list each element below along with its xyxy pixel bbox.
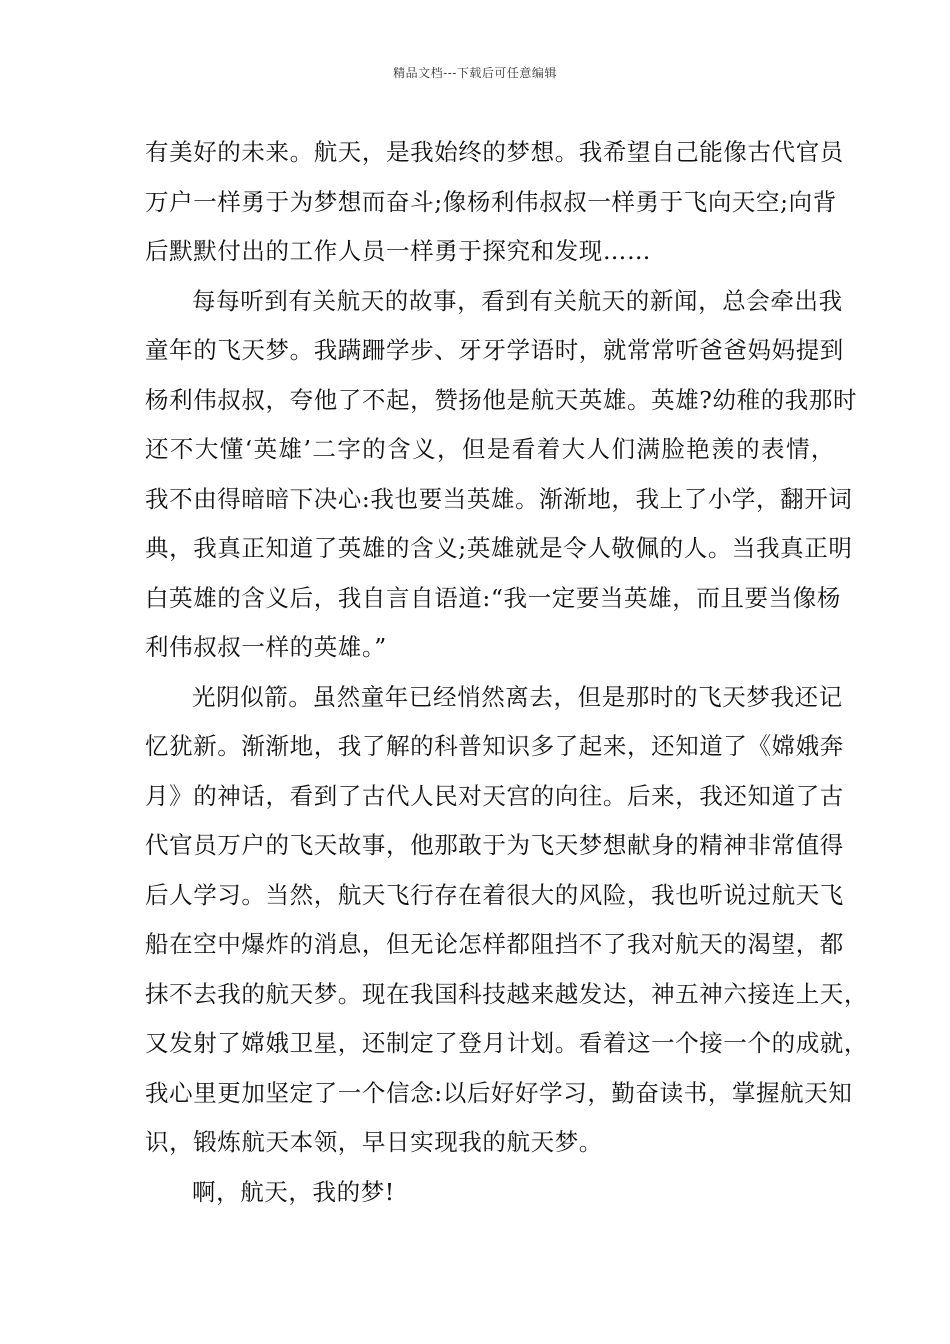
text-line: 光阴似箭。虽然童年已经悄然离去，但是那时的飞天梦我还记 [192, 682, 843, 711]
text-line: 我心里更加坚定了一个信念:以后好好学习，勤奋读书，掌握航天知 [145, 1078, 853, 1107]
text-line: 忆犹新。渐渐地，我了解的科普知识多了起来，还知道了《嫦娥奔 [145, 732, 844, 760]
text-line: 童年的飞天梦。我蹒跚学步、牙牙学语时，就常常听爸爸妈妈提到 [145, 336, 844, 364]
text-line: 典，我真正知道了英雄的含义;英雄就是令人敬佩的人。当我真正明 [145, 534, 853, 562]
text-line: 利伟叔叔一样的英雄。” [145, 633, 387, 661]
text-line: 后默默付出的工作人员一样勇于探究和发现…… [145, 237, 652, 265]
text-line: 又发射了嫦娥卫星，还制定了登月计划。看着这一个接一个的成就， [145, 1029, 868, 1057]
text-line: 我不由得暗暗下决心:我也要当英雄。渐渐地，我上了小学，翻开词 [145, 484, 853, 513]
text-line: 后人学习。当然，航天飞行存在着很大的风险，我也听说过航天飞 [145, 880, 844, 909]
document-body [145, 128, 868, 1217]
text-line: 船在空中爆炸的消息，但无论怎样都阻挡不了我对航天的渴望，都 [145, 930, 844, 958]
text-line: 抹不去我的航天梦。现在我国科技越来越发达，神五神六接连上天， [145, 979, 868, 1008]
text-line: 有美好的未来。航天，是我始终的梦想。我希望自己能像古代官员 [145, 138, 844, 166]
text-line: 识，锻炼航天本领，早日实现我的航天梦。 [145, 1128, 603, 1156]
text-line: 啊，航天，我的梦! [192, 1177, 395, 1206]
text-line: 还不大懂‘英雄’二字的含义，但是看着大人们满脸艳羡的表情， [145, 435, 835, 463]
text-line: 白英雄的含义后，我自言自语道:“我一定要当英雄，而且要当像杨 [145, 583, 841, 612]
text-line: 杨利伟叔叔，夸他了不起，赞扬他是航天英雄。英雄?幼稚的我那时 [145, 385, 858, 414]
text-line: 月》的神话，看到了古代人民对天宫的向往。后来，我还知道了古 [145, 781, 844, 810]
text-line: 万户一样勇于为梦想而奋斗;像杨利伟叔叔一样勇于飞向天空;向背 [145, 187, 837, 216]
page-header: 精品文档---下载后可任意编辑 [393, 66, 557, 80]
text-line: 每每听到有关航天的故事，看到有关航天的新闻，总会牵出我 [192, 286, 843, 315]
text-line: 代官员万户的飞天故事，他那敢于为飞天梦想献身的精神非常值得 [145, 831, 844, 859]
